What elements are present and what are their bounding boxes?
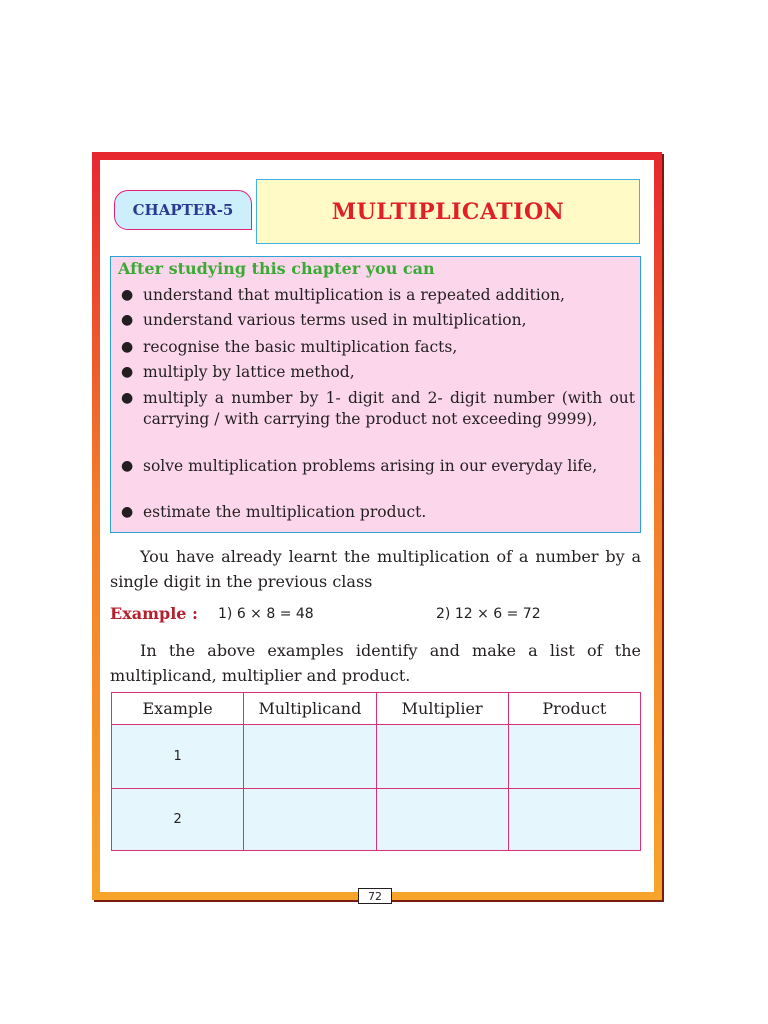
page-number-label: 72 (368, 889, 382, 903)
objective-item (121, 310, 635, 331)
chapter-tag-label: CHAPTER-5 (132, 201, 234, 219)
objective-item (121, 337, 635, 358)
example-row (110, 604, 641, 626)
table-header-cell: Multiplier (376, 693, 508, 725)
objectives-list (111, 257, 640, 532)
instruction-text: In the above examples identify and make a list of the multiplicand, multiplier and product. (110, 641, 641, 685)
objective-text: understand that multiplication is a repeated addition, (143, 286, 565, 304)
table-cell-blank[interactable] (244, 725, 376, 789)
chapter-title: MULTIPLICATION (331, 198, 565, 225)
objective-text: multiply by lattice method, (143, 363, 355, 381)
table-cell-blank[interactable] (508, 789, 640, 851)
objective-item (121, 388, 635, 430)
learning-objectives-box (110, 256, 641, 533)
instruction-paragraph (110, 638, 641, 688)
objective-item (121, 456, 635, 477)
table-cell-blank[interactable] (376, 789, 508, 851)
example-two: 2) 12 × 6 = 72 (436, 606, 541, 622)
table-cell-blank[interactable] (376, 725, 508, 789)
intro-paragraph (110, 544, 641, 594)
bullet-icon: ● (121, 312, 134, 328)
table-header-cell: Example (112, 693, 244, 725)
table-cell-blank[interactable] (508, 725, 640, 789)
bullet-icon: ● (121, 458, 134, 474)
table-row (112, 725, 641, 789)
table-header-row (112, 693, 641, 725)
bullet-icon: ● (121, 364, 134, 380)
objective-item (121, 362, 635, 383)
objective-text: recognise the basic multiplication facts, (143, 338, 458, 356)
objective-text: multiply a number by 1- digit and 2- digit number (with out carrying / with carrying the product not exceeding 9999), (143, 389, 635, 428)
bullet-icon: ● (121, 390, 134, 406)
table-cell-blank[interactable] (244, 789, 376, 851)
objective-item (121, 285, 635, 306)
intro-text: You have already learnt the multiplication of a number by a single digit in the previous class (110, 547, 641, 591)
example-label: Example : (110, 604, 198, 623)
table-cell: 2 (112, 789, 244, 851)
objectives-heading: After studying this chapter you can (118, 259, 435, 278)
table-header-cell: Product (508, 693, 640, 725)
table-cell: 1 (112, 725, 244, 789)
objective-text: understand various terms used in multiplication, (143, 311, 527, 329)
example-one: 1) 6 × 8 = 48 (218, 606, 314, 622)
table-header-cell: Multiplicand (244, 693, 376, 725)
page-number (358, 888, 392, 904)
bullet-icon: ● (121, 504, 134, 520)
objective-item (121, 502, 635, 523)
table-row (112, 789, 641, 851)
chapter-tag (114, 190, 252, 230)
objective-text: solve multiplication problems arising in our everyday life, (143, 457, 598, 475)
chapter-title-box (256, 179, 640, 244)
bullet-icon: ● (121, 287, 134, 303)
bullet-icon: ● (121, 339, 134, 355)
multiplication-table (111, 692, 641, 851)
objective-text: estimate the multiplication product. (143, 503, 427, 521)
